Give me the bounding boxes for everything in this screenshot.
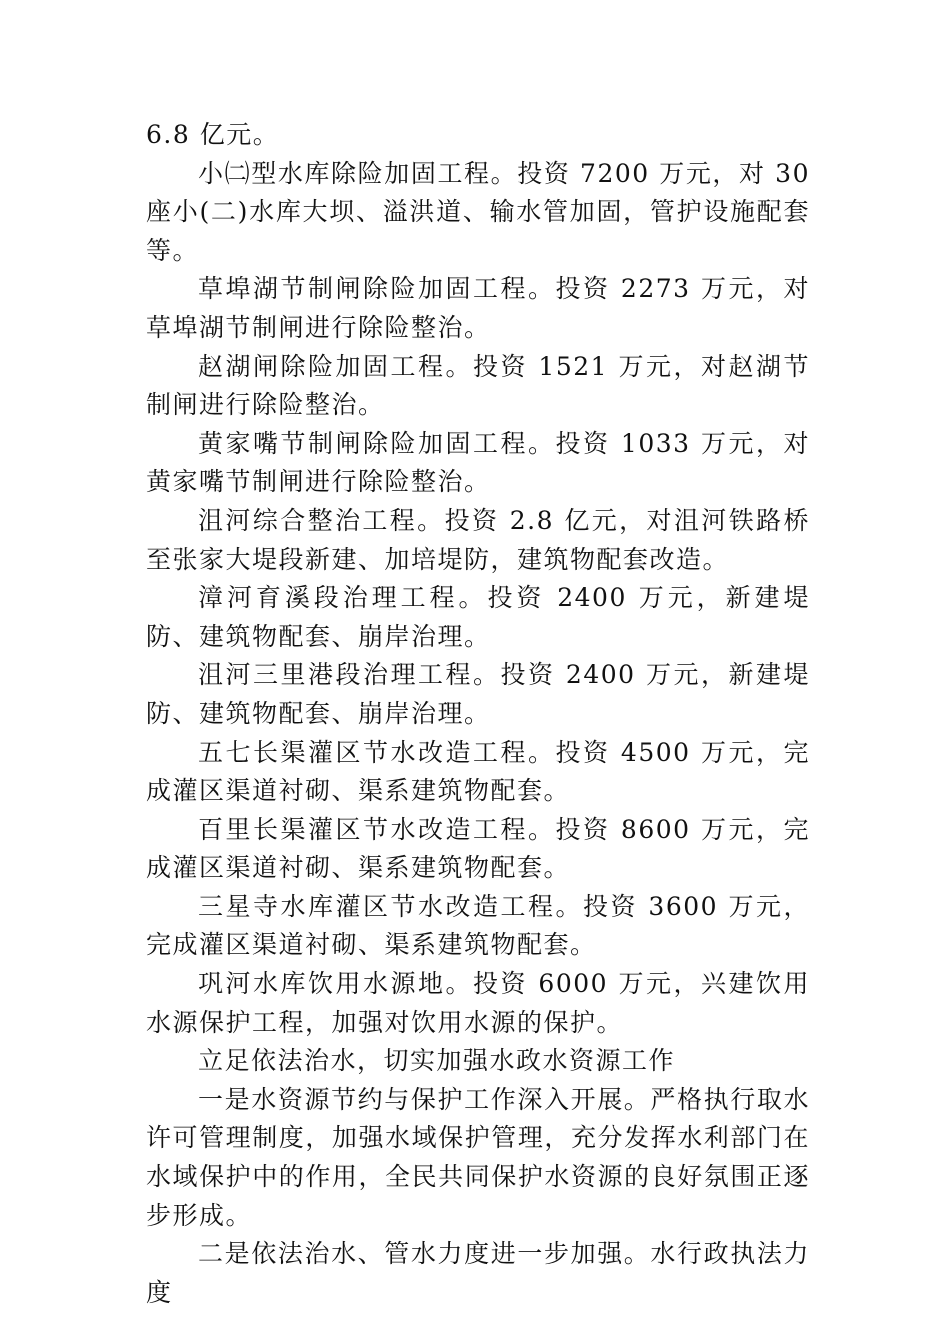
- paragraph-water-conservation: 一是水资源节约与保护工作深入开展。严格执行取水许可管理制度，加强水域保护管理，充分发挥水利部门在水域保护中的作用，全民共同保护水资源的良好氛围正逐步形成。: [146, 1084, 810, 1230]
- paragraph-gonghe-water-source: 巩河水库饮用水源地。投资 6000 万元，兴建饮用水源保护工程，加强对饮用水源的保护。: [146, 969, 810, 1037]
- paragraph-baili-canal: 百里长渠灌区节水改造工程。投资 8600 万元，完成灌区渠道衬砌、渠系建筑物配套。: [146, 814, 810, 883]
- document-body: [146, 116, 810, 1312]
- section-heading-law-based-water: 立足依法治水，切实加强水政水资源工作: [198, 1046, 676, 1076]
- paragraph-caobuhu-sluice: 草埠湖节制闸除险加固工程。投资 2273 万元，对草埠湖节制闸进行除险整治。: [146, 274, 810, 342]
- paragraph-enforcement: 二是依法治水、管水力度进一步加强。水行政执法力度: [146, 1239, 810, 1307]
- paragraph-zhanghe-yuxi: 漳河育溪段治理工程。投资 2400 万元，新建堤防、建筑物配套、崩岸治理。: [146, 583, 810, 651]
- paragraph-zhaohu-sluice: 赵湖闸除险加固工程。投资 1521 万元，对赵湖节制闸进行除险整治。: [146, 351, 810, 420]
- paragraph-juhe-regulation: 沮河综合整治工程。投资 2.8 亿元，对沮河铁路桥至张家大堤段新建、加培堤防，建筑物配套改造。: [146, 505, 810, 574]
- paragraph-sanxingsi-reservoir: 三星寺水库灌区节水改造工程。投资 3600 万元，完成灌区渠道衬砌、渠系建筑物配套。: [146, 891, 810, 960]
- paragraph-wuqi-canal: 五七长渠灌区节水改造工程。投资 4500 万元，完成灌区渠道衬砌、渠系建筑物配套。: [146, 737, 810, 806]
- paragraph-huangjiazui-sluice: 黄家嘴节制闸除险加固工程。投资 1033 万元，对黄家嘴节制闸进行除险整治。: [146, 428, 810, 497]
- paragraph-juhe-sanligang: 沮河三里港段治理工程。投资 2400 万元，新建堤防、建筑物配套、崩岸治理。: [146, 660, 810, 728]
- paragraph-amount-tail: 6.8 亿元。: [146, 120, 280, 149]
- paragraph-small-reservoir: 小㈡型水库除险加固工程。投资 7200 万元，对 30 座小(二)水库大坝、溢洪道、输水管加固，管护设施配套等。: [146, 158, 810, 265]
